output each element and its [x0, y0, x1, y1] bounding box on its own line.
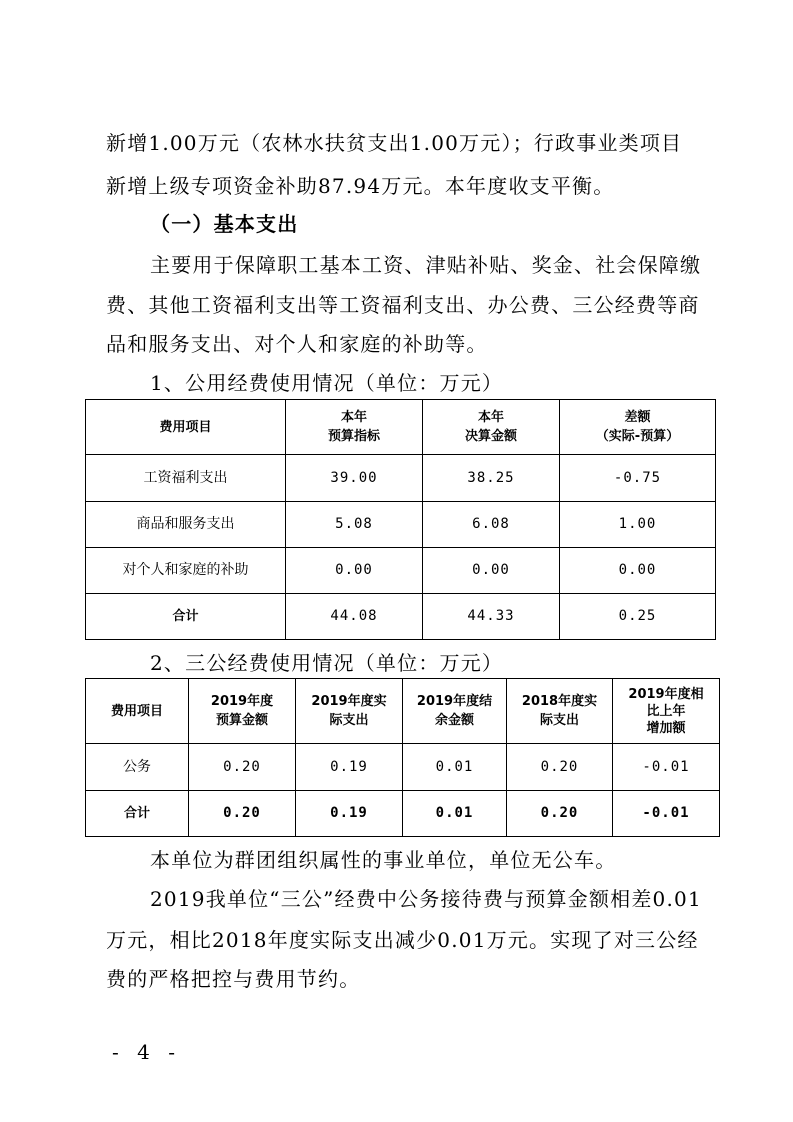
sangong-table [85, 678, 720, 837]
table1-cell: 44.33 [423, 594, 560, 640]
table1-cell: -0.75 [560, 455, 716, 502]
table2-cell: 0.01 [403, 744, 507, 791]
table-row [86, 548, 716, 594]
paragraph-line: 新增上级专项资金补助87.94万元。本年度收支平衡。 [106, 174, 615, 198]
table2-cell: 公务 [86, 744, 189, 791]
paragraph-line: 费、其他工资福利支出等工资福利支出、办公费、三公经费等商 [106, 293, 700, 317]
table2-cell: 0.20 [507, 744, 613, 791]
table-row [86, 594, 716, 640]
table2-header-cell: 2019年度结 余金额 [403, 679, 507, 744]
table1-cell: 6.08 [423, 502, 560, 548]
paragraph-line: 新增1.00万元（农林水扶贫支出1.00万元）；行政事业类项目 [106, 131, 683, 155]
table-row [86, 502, 716, 548]
table2-cell: 0.20 [507, 791, 613, 837]
table1-total-label: 合计 [86, 594, 286, 640]
table2-cell: -0.01 [613, 791, 720, 837]
paragraph-line: 万元，相比2018年度实际支出减少0.01万元。实现了对三公经 [106, 928, 699, 952]
paragraph-line: 费的严格把控与费用节约。 [106, 967, 361, 991]
table1-caption: 1、公用经费使用情况（单位：万元） [150, 371, 504, 395]
table1-cell: 0.00 [560, 548, 716, 594]
table2-cell: 0.19 [296, 744, 403, 791]
table1-cell: 工资福利支出 [86, 455, 286, 502]
table1-cell: 1.00 [560, 502, 716, 548]
page-number: - 4 - [112, 1040, 181, 1064]
table2-cell: 0.20 [189, 791, 296, 837]
table1-cell: 0.00 [286, 548, 423, 594]
table1-cell: 对个人和家庭的补助 [86, 548, 286, 594]
table2-header-cell: 费用项目 [86, 679, 189, 744]
table2-caption: 2、三公经费使用情况（单位：万元） [150, 651, 504, 675]
paragraph-line: 本单位为群团组织属性的事业单位，单位无公车。 [150, 848, 617, 872]
table1-header-cell: 差额 （实际-预算） [560, 400, 716, 455]
paragraph-line: 2019我单位“三公”经费中公务接待费与预算金额相差0.01 [150, 887, 702, 911]
table-row [86, 791, 720, 837]
table1-header-cell: 费用项目 [86, 400, 286, 455]
table1-header-cell: 本年 预算指标 [286, 400, 423, 455]
table2-header-cell: 2019年度相 比上年 增加额 [613, 679, 720, 744]
table1-cell: 38.25 [423, 455, 560, 502]
table2-header-cell: 2019年度 预算金额 [189, 679, 296, 744]
paragraph-line: 品和服务支出、对个人和家庭的补助等。 [106, 332, 488, 356]
table1-cell: 0.00 [423, 548, 560, 594]
table1-cell: 44.08 [286, 594, 423, 640]
table2-cell: 0.01 [403, 791, 507, 837]
table1-header-cell: 本年 决算金额 [423, 400, 560, 455]
table2-cell: -0.01 [613, 744, 720, 791]
table1-cell: 5.08 [286, 502, 423, 548]
table1-cell: 0.25 [560, 594, 716, 640]
table2-header-cell: 2018年度实 际支出 [507, 679, 613, 744]
table2-total-label: 合计 [86, 791, 189, 837]
table-row [86, 455, 716, 502]
expense-table [85, 399, 716, 640]
section-heading: （一）基本支出 [150, 212, 299, 236]
table2-cell: 0.20 [189, 744, 296, 791]
table1-cell: 商品和服务支出 [86, 502, 286, 548]
table2-header-cell: 2019年度实 际支出 [296, 679, 403, 744]
table1-cell: 39.00 [286, 455, 423, 502]
table-row [86, 744, 720, 791]
paragraph-line: 主要用于保障职工基本工资、津贴补贴、奖金、社会保障缴 [150, 253, 702, 277]
table2-cell: 0.19 [296, 791, 403, 837]
